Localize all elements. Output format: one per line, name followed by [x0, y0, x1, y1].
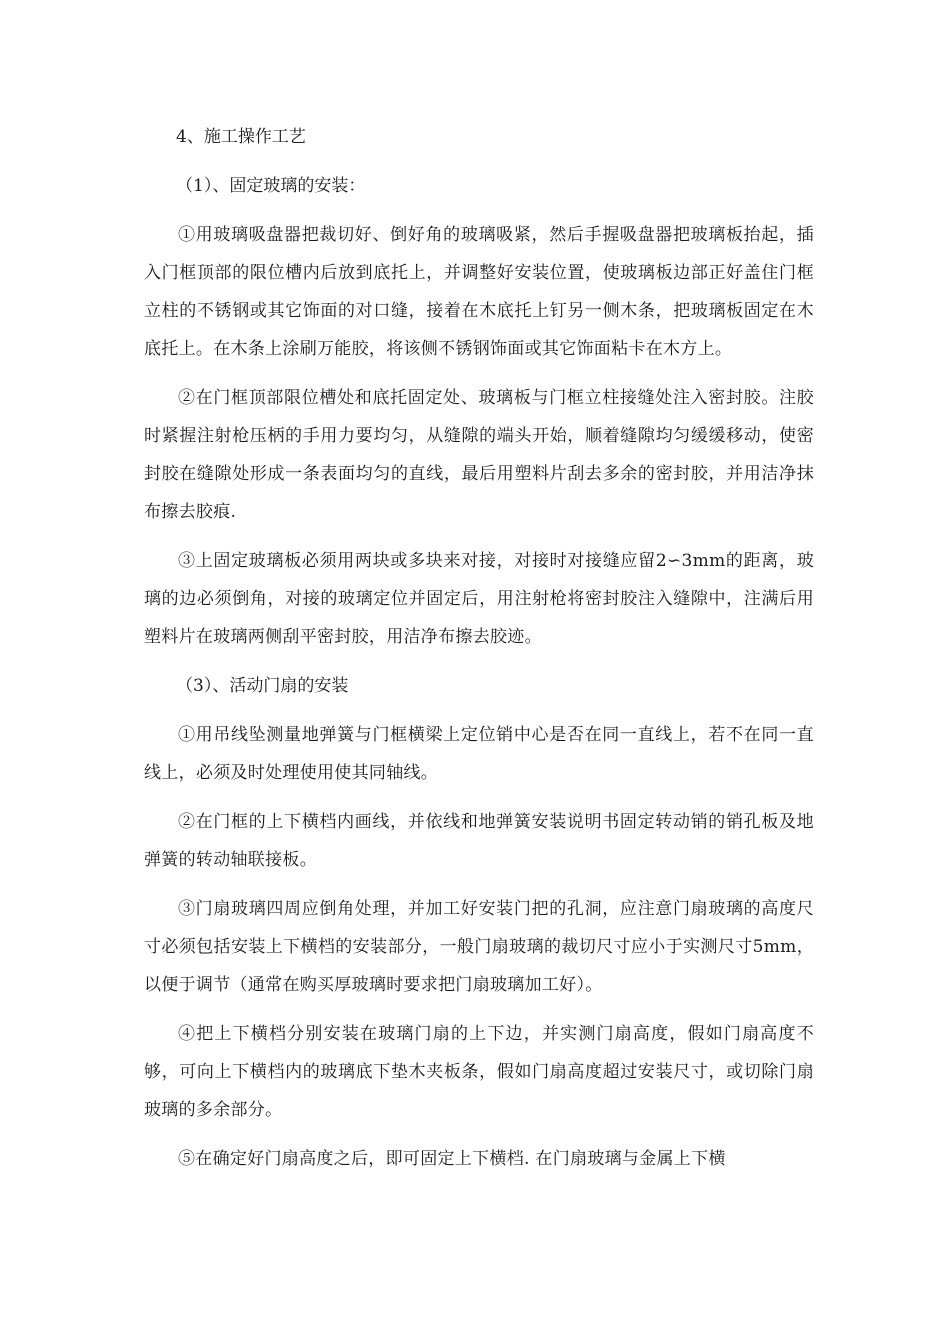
paragraph-door-step-1: ①用吊线坠测量地弹簧与门框横梁上定位销中心是否在同一直线上，若不在同一直线上，必须及时处理使用使其同轴线。 [144, 725, 814, 783]
paragraph-step-1: ①用玻璃吸盘器把裁切好、倒好角的玻璃吸紧，然后手握吸盘器把玻璃板抬起，插入门框顶部的限位槽内后放到底托上，并调整好安装位置，使玻璃板边部正好盖住门框立柱的不锈钢或其它饰面的对口缝，接着在木底托上钉另一侧木条，把玻璃板固定在木底托上。在木条上涂刷万能胶，将该侧不锈钢饰面或其它饰面粘卡在木方上。 [144, 225, 814, 359]
paragraph-door-step-4: ④把上下横档分别安装在玻璃门扇的上下边，并实测门扇高度，假如门扇高度不够，可向上下横档内的玻璃底下垫木夹板条，假如门扇高度超过安装尺寸，或切除门扇玻璃的多余部分。 [144, 1024, 814, 1120]
paragraph-step-3: ③上固定玻璃板必须用两块或多块来对接，对接时对接缝应留2∽3mm的距离，玻璃的边必须倒角，对接的玻璃定位并固定后，用注射枪将密封胶注入缝隙中，注满后用塑料片在玻璃两侧刮平密封胶，用洁净布擦去胶迹。 [144, 551, 814, 647]
paragraph-door-step-2: ②在门框的上下横档内画线，并依线和地弹簧安装说明书固定转动销的销孔板及地弹簧的转动轴联接板。 [144, 812, 814, 870]
paragraph-door-step-3: ③门扇玻璃四周应倒角处理，并加工好安装门把的孔洞，应注意门扇玻璃的高度尺寸必须包括安装上下横档的安装部分，一般门扇玻璃的裁切尺寸应小于实测尺寸5mm，以便于调节（通常在购买厚玻璃时要求把门扇玻璃加工好）。 [144, 899, 814, 995]
paragraph-step-2: ②在门框顶部限位槽处和底托固定处、玻璃板与门框立柱接缝处注入密封胶。注胶时紧握注射枪压柄的手用力要均匀，从缝隙的端头开始，顺着缝隙均匀缓缓移动，使密封胶在缝隙处形成一条表面均匀的直线，最后用塑料片刮去多余的密封胶，并用洁净抹布擦去胶痕. [144, 388, 814, 522]
subsection-title-fixed-glass: （1）、固定玻璃的安装： [176, 176, 366, 196]
subsection-title-door-leaf: （3）、活动门扇的安装 [176, 676, 349, 696]
section-title: 4、施工操作工艺 [176, 127, 306, 147]
paragraph-door-step-5: ⑤在确定好门扇高度之后，即可固定上下横档. 在门扇玻璃与金属上下横 [178, 1149, 726, 1169]
document-body [144, 118, 814, 1189]
